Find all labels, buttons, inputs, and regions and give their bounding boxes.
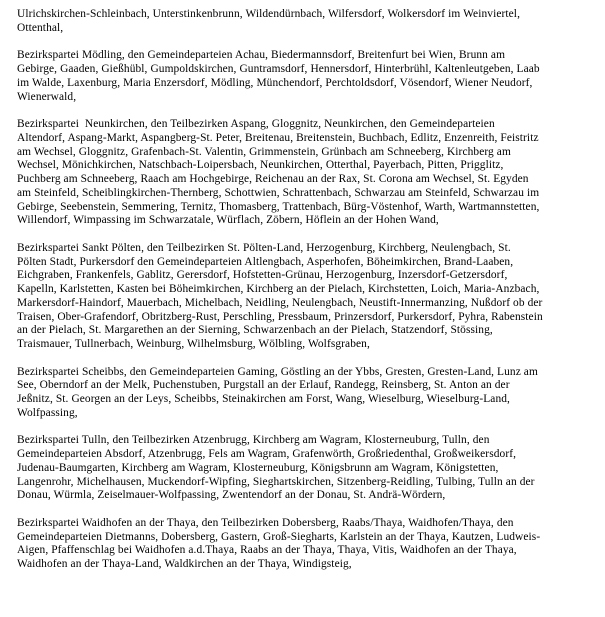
text-line: Bezirkspartei Scheibbs, den Gemeindeparteien Gaming, Göstling an der Ybbs, Gresten, Gresten-Land, Lunz am <box>17 365 538 378</box>
text-line: Aigen, Pfaffenschlag bei Waidhofen a.d.Thaya, Raabs an der Thaya, Thaya, Vitis, Waidhofen an der Thaya, <box>17 544 517 557</box>
text-line: am Steinfeld, Scheiblingkirchen-Thernberg, Schottwien, Schrattenbach, Schwarzau am Steinfeld, Schwarzau im <box>17 186 540 199</box>
text-line: Gebirge, Seebenstein, Semmering, Ternitz, Thomasberg, Trattenbach, Bürg-Vöstenhof, Warth, Wartmannstetten, <box>17 200 540 213</box>
text-line: Waidhofen an der Thaya-Land, Waldkirchen an der Thaya, Windigsteig, <box>17 558 352 570</box>
text-line: Gemeindeparteien Absdorf, Atzenbrugg, Fels am Wagram, Grafenwörth, Großriedenthal, Großweikersdorf, <box>17 448 517 460</box>
text-line: an der Pielach, St. Margarethen an der Sierning, Schwarzenbach an der Pielach, Statzendorf, Stössing, <box>17 324 493 337</box>
text-line: Eichgraben, Frankenfels, Gablitz, Gerersdorf, Hofstetten-Grünau, Herzogenburg, Inzersdorf-Getzersdorf, <box>17 269 508 282</box>
text-line: Wechsel, Mönichkirchen, Natschbach-Loipersbach, Neunkirchen, Otterthal, Payerbach, Pitten, Prigglitz, <box>17 159 504 172</box>
paragraph-bezirkspartei-moedling <box>17 49 593 104</box>
text-line: Jeßnitz, St. Georgen an der Leys, Scheibbs, Steinakirchen am Forst, Wang, Wieselburg, Wieselburg-Land, <box>17 393 511 405</box>
text-line: Pölten Stadt, Purkersdorf den Gemeindeparteien Altlengbach, Asperhofen, Böheimkirchen, Brand-Laaben, <box>17 255 514 268</box>
text-line: See, Oberndorf an der Melk, Puchenstuben, Purgstall an der Erlauf, Randegg, Reinsberg, St. Anton an der <box>17 379 510 392</box>
text-line: Langenrohr, Michelhausen, Muckendorf-Wipfing, Sieghartskirchen, Sitzenberg-Reidling, Tulbing, Tulln an der <box>17 475 535 488</box>
text-line: im Walde, Laxenburg, Maria Enzersdorf, Mödling, Münchendorf, Perchtoldsdorf, Vösendorf, Wiener Neudorf, <box>17 76 533 89</box>
text-line: Bezirkspartei Neunkirchen, den Teilbezirken Aspang, Gloggnitz, Neunkirchen, den Gemeindeparteien <box>17 118 495 130</box>
text-line: Donau, Würmla, Zeiselmauer-Wolfpassing, Zwentendorf an der Donau, St. Andrä-Wördern, <box>17 489 446 502</box>
text-line: Bezirkspartei Tulln, den Teilbezirken Atzenbrugg, Kirchberg am Wagram, Klosterneuburg, Tulln, den <box>17 434 490 447</box>
text-line: Gemeindeparteien Dietmanns, Dobersberg, Gastern, Groß-Siegharts, Karlstein an der Thaya, Kautzen, Ludweis- <box>17 530 541 543</box>
text-line: Ulrichskirchen-Schleinbach, Unterstinkenbrunn, Wildendürnbach, Wilfersdorf, Wolkersdorf im Weinviertel, <box>17 8 521 20</box>
text-line: Puchberg am Schneeberg, Raach am Hochgebirge, Reichenau an der Rax, St. Corona am Wechsel, St. Egyden <box>17 173 529 185</box>
text-line: Bezirkspartei Waidhofen an der Thaya, den Teilbezirken Dobersberg, Raabs/Thaya, Waidhofen/Thaya, den <box>17 516 514 529</box>
text-line: Wienerwald, <box>17 90 77 103</box>
document-body <box>17 8 593 572</box>
text-line: Traisen, Ober-Grafendorf, Obritzberg-Rust, Perschling, Pressbaum, Prinzersdorf, Purkersdorf, Pyhra, Rabenstein <box>17 310 543 323</box>
paragraph-bezirkspartei-waidhofen-thaya <box>17 517 593 572</box>
paragraph-bezirkspartei-neunkirchen <box>17 118 593 228</box>
text-line: Traismauer, Tullnerbach, Weinburg, Wilhelmsburg, Wölbling, Wolfsgraben, <box>17 338 370 350</box>
text-line: Willendorf, Wimpassing im Schwarzatale, Würflach, Zöbern, Höflein an der Hohen Wand, <box>17 214 439 227</box>
text-line: Judenau-Baumgarten, Kirchberg am Wagram, Klosterneuburg, Königsbrunn am Wagram, Königstetten, <box>17 461 499 474</box>
paragraph-bezirkspartei-tulln <box>17 434 593 503</box>
text-line: am Wechsel, Gloggnitz, Grafenbach-St. Valentin, Grimmenstein, Grünbach am Schneeberg, Kirchberg am <box>17 145 511 158</box>
paragraph-continuation-mistelbach <box>17 8 593 36</box>
paragraph-bezirkspartei-scheibbs <box>17 366 593 421</box>
text-line: Bezirkspartei Sankt Pölten, den Teilbezirken St. Pölten-Land, Herzogenburg, Kirchberg, Neulengbach, St. <box>17 241 511 254</box>
text-line: Ottenthal, <box>17 21 64 34</box>
text-line: Gebirge, Gaaden, Gießhübl, Gumpoldskirchen, Guntramsdorf, Hennersdorf, Hinterbrühl, Kaltenleutgeben, Laab <box>17 63 540 75</box>
text-line: Altendorf, Aspang-Markt, Aspangberg-St. Peter, Breitenau, Breitenstein, Buchbach, Edlitz, Enzenreith, Feistritz <box>17 131 539 144</box>
text-line: Bezirkspartei Mödling, den Gemeindeparteien Achau, Biedermannsdorf, Breitenfurt bei Wien, Brunn am <box>17 49 506 62</box>
text-line: Kapelln, Karlstetten, Kasten bei Böheimkirchen, Kirchberg an der Pielach, Kirchstetten, Loich, Maria-Anzbach, <box>17 283 540 295</box>
text-line: Wolfpassing, <box>17 406 78 419</box>
text-line: Markersdorf-Haindorf, Mauerbach, Michelbach, Neidling, Neulengbach, Neustift-Innermanzing, Nußdorf ob der <box>17 296 543 309</box>
paragraph-bezirkspartei-sankt-poelten <box>17 242 593 352</box>
